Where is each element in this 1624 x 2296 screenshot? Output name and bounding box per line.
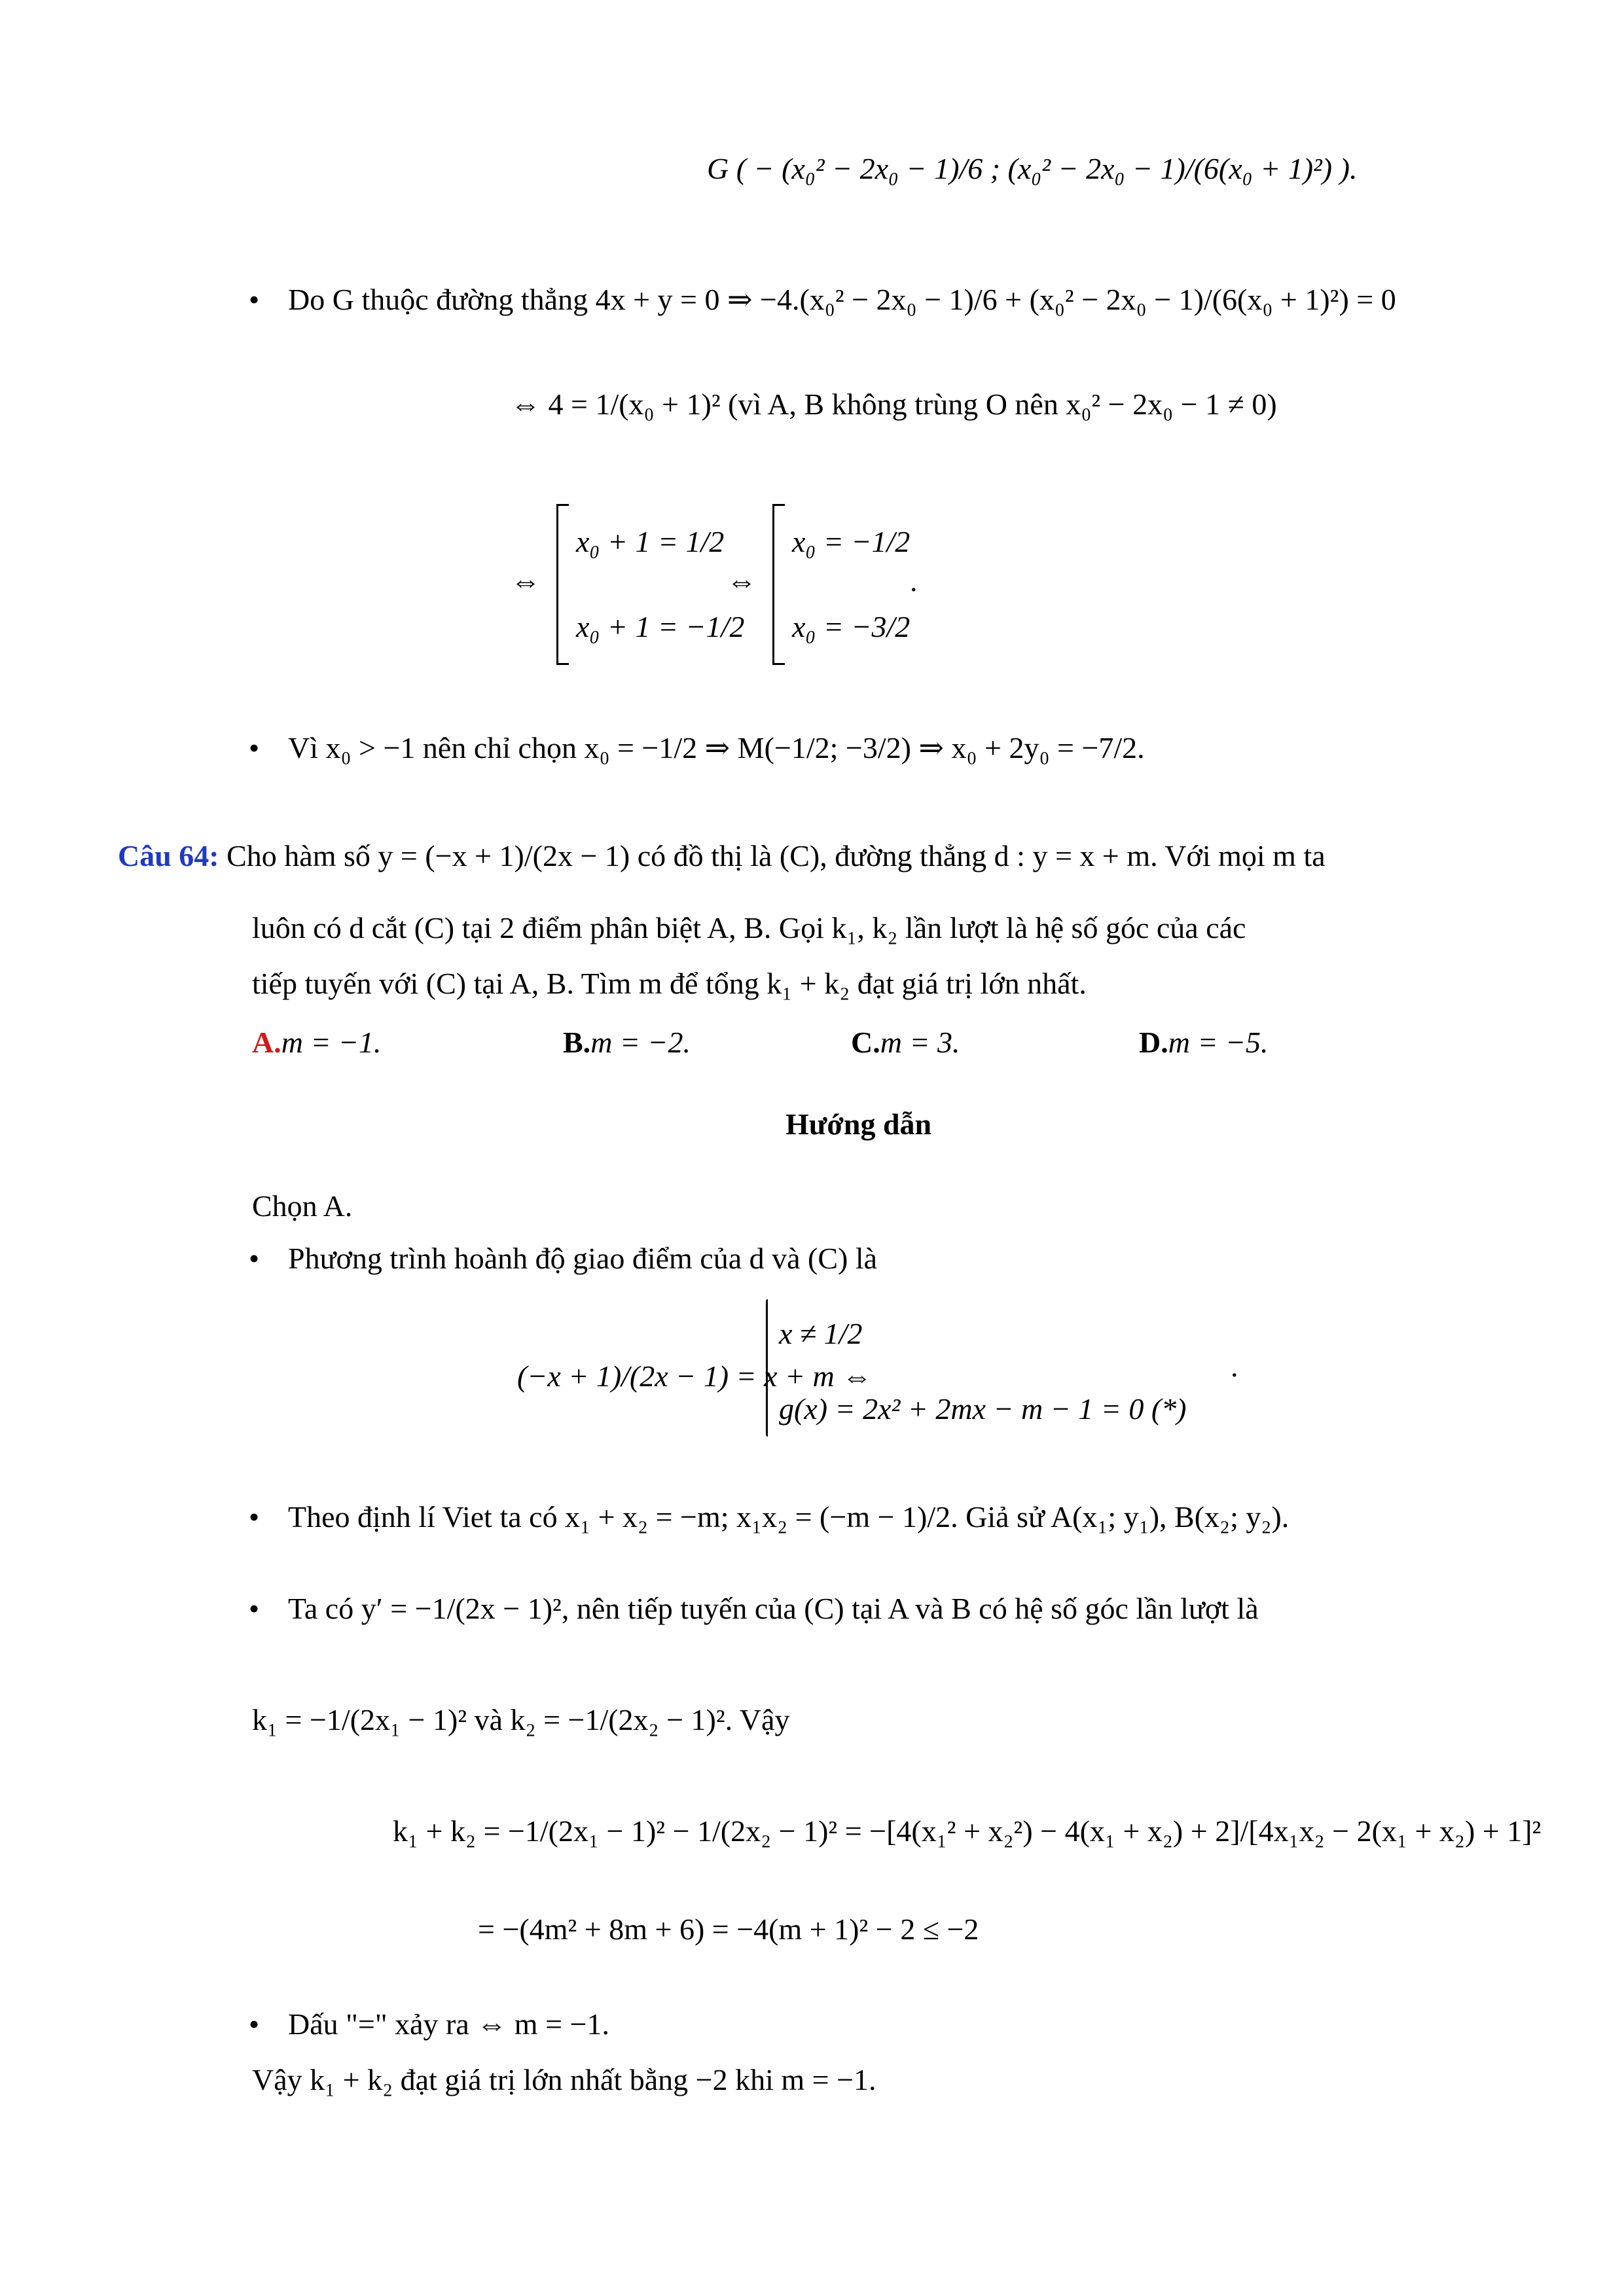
sum-line-2: = −(4m² + 8m + 6) = −4(m + 1)² − 2 ≤ −2 [478,1912,979,1946]
answer-b[interactable] [563,1024,691,1061]
case-2b: x₀ = −3/2 [792,610,911,643]
vi-line: • Vì x₀ > −1 nên chỉ chọn x₀ = −1/2 ⇒ M(−1/2; −3/2) ⇒ x₀ + 2y₀ = −7/2. [288,730,1145,766]
system-line-1: x ≠ 1/2 [779,1317,863,1350]
answer-d[interactable] [1139,1024,1269,1061]
case-bracket-right [772,504,785,665]
question-text-1: Cho hàm số y = (−x + 1)/(2x − 1) có đồ thị là (C), đường thẳng d : y = x + m. Với mọi m ta [226,839,1326,872]
deriv-line: • Ta có y′ = −1/(2x − 1)², nên tiếp tuyến của (C) tại A và B có hệ số góc lần lượt là [288,1590,1259,1627]
system-period: . [1231,1350,1238,1383]
question-label: Câu 64: [118,839,219,872]
answer-d-label: D. [1139,1026,1168,1059]
conclusion-line: Vậy k₁ + k₂ đạt giá trị lớn nhất bằng −2 khi m = −1. [252,2063,876,2096]
system-brace [766,1299,768,1437]
equal-line: • Dấu "=" xảy ra ⇔ m = −1. [288,2006,609,2043]
case-2a: x₀ = −1/2 [792,525,911,558]
answer-c-value: m = 3. [880,1026,960,1059]
case-bracket-left [556,504,569,665]
case-period: . [910,564,918,598]
answer-b-value: m = −2. [590,1026,691,1059]
case-1a: x₀ + 1 = 1/2 [576,525,725,558]
g-on-line: • Do G thuộc đường thẳng 4x + y = 0 ⇒ −4.(x₀² − 2x₀ − 1)/6 + (x₀² − 2x₀ − 1)/(6(x₀ + 1)²) = 0 [288,281,1396,318]
answer-a-value: m = −1. [281,1026,382,1059]
k-line: k₁ = −1/(2x₁ − 1)² và k₂ = −1/(2x₂ − 1)². Vậy [252,1703,790,1736]
equiv-arrow-2: ⇔ [511,564,541,598]
viet-line: • Theo định lí Viet ta có x₁ + x₂ = −m; x₁x₂ = (−m − 1)/2. Giả sử A(x₁; y₁), B(x₂; y₂). [288,1499,1289,1535]
sum-line-1: k₁ + k₂ = −1/(2x₁ − 1)² − 1/(2x₂ − 1)² = −[4(x₁² + x₂²) − 4(x₁ + x₂) + 2]/[4x₁x₂ − 2(x₁ + x₂) + 1]² [393,1814,1542,1848]
pt-eq-left: (−x + 1)/(2x − 1) = x + m ⇔ [517,1359,873,1393]
solution-pt-line: • Phương trình hoành độ giao điểm của d và (C) là [288,1240,877,1277]
system-line-2: g(x) = 2x² + 2mx − m − 1 = 0 (*) [779,1392,1187,1426]
question-line-3: tiếp tuyến với (C) tại A, B. Tìm m để tổng k₁ + k₂ đạt giá trị lớn nhất. [252,967,1087,1000]
answer-b-label: B. [563,1026,591,1059]
case-1b: x₀ + 1 = −1/2 [576,610,745,643]
answer-c-label: C. [851,1026,880,1059]
equiv-arrow-3: ⇔ [727,564,757,598]
answer-a[interactable] [252,1024,382,1061]
question-line-2: luôn có d cắt (C) tại 2 điểm phân biệt A, B. Gọi k₁, k₂ lần lượt là hệ số góc của các [252,911,1246,944]
answer-a-label: A. [252,1026,281,1059]
solution-heading: Hướng dẫn [785,1107,932,1141]
g-expression: G ( − (x₀² − 2x₀ − 1)/6 ; (x₀² − 2x₀ − 1)/(6(x₀ + 1)²) ). [707,152,1358,185]
question-line-1 [118,838,1326,874]
equiv-step-1: ⇔ 4 = 1/(x₀ + 1)² (vì A, B không trùng O nên x₀² − 2x₀ − 1 ≠ 0) [511,387,1277,421]
answer-d-value: m = −5. [1168,1026,1269,1059]
answer-c[interactable] [851,1024,960,1061]
solution-choose: Chọn A. [252,1189,353,1223]
